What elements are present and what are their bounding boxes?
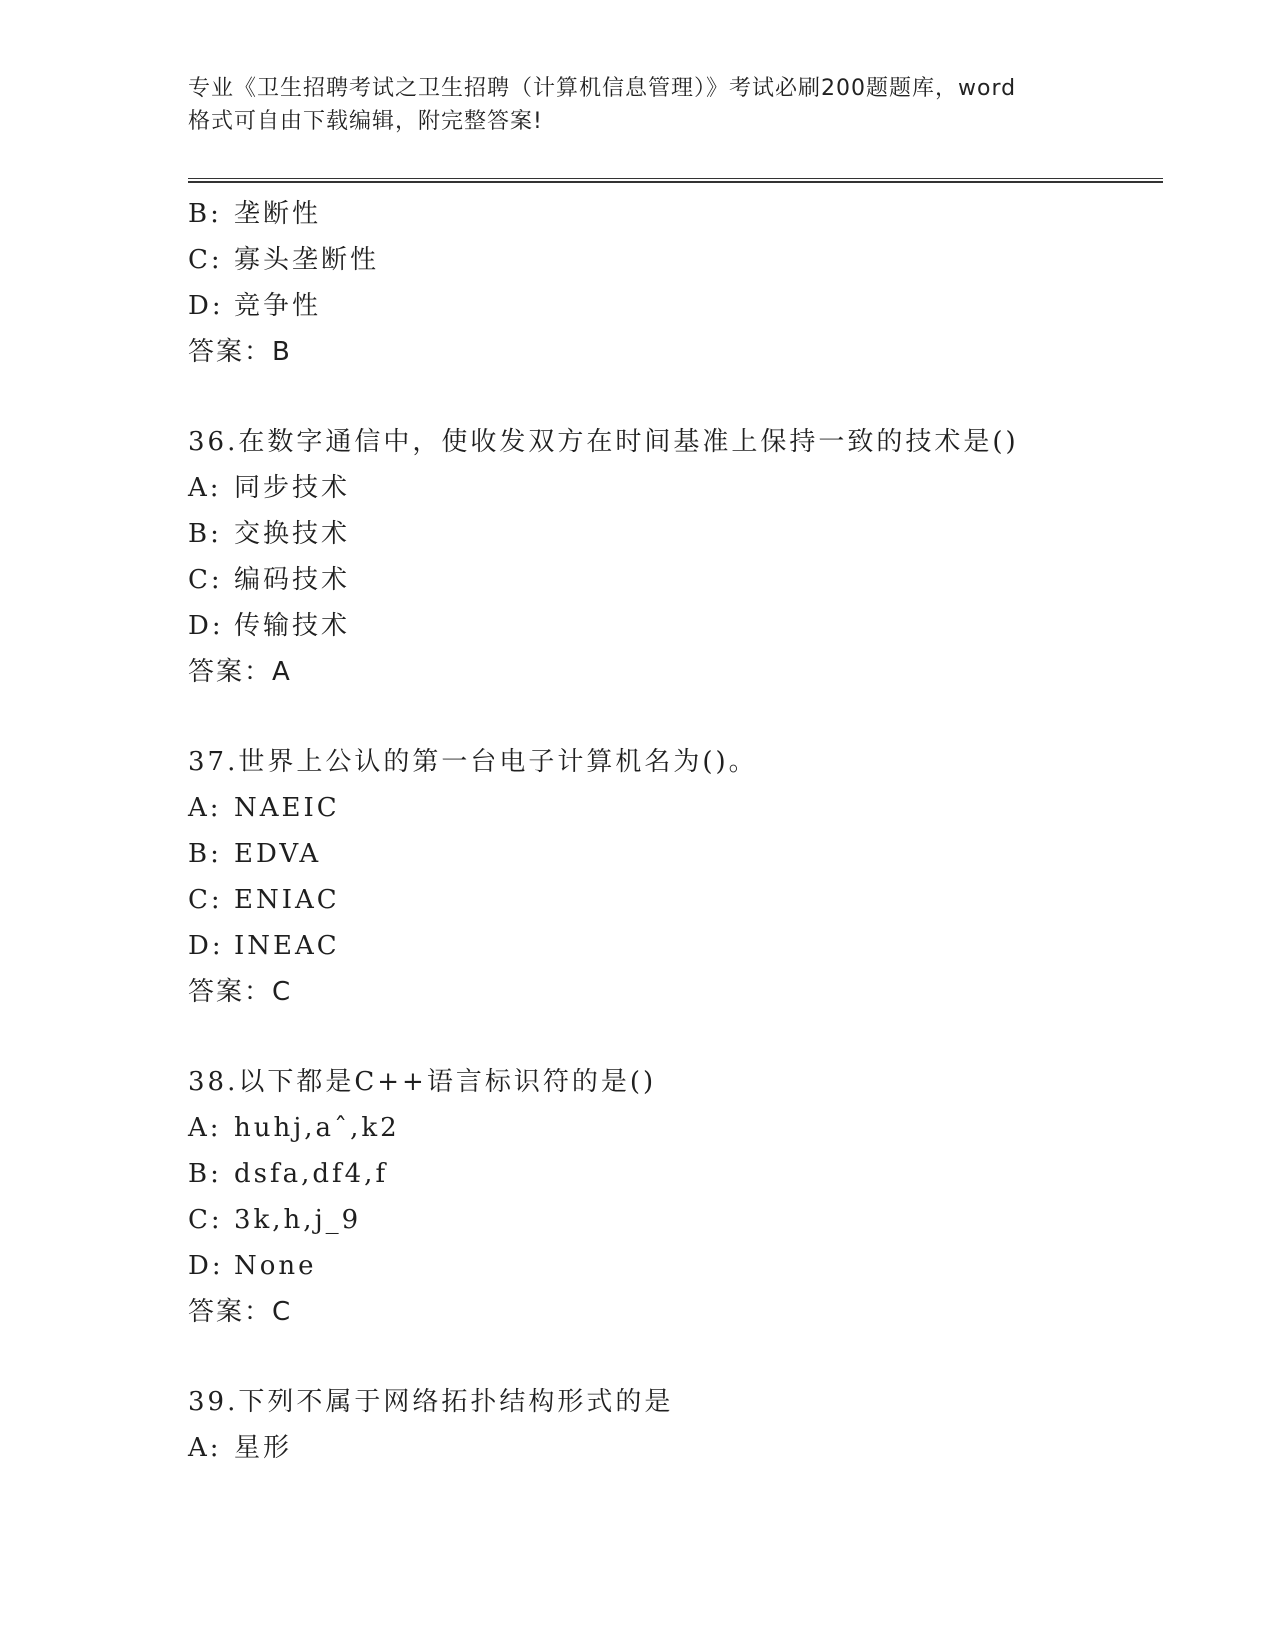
question-37 [188, 739, 1168, 1015]
option-text: huhj,aˆ,k2 [234, 1113, 400, 1143]
document-body [188, 191, 1168, 1471]
option-text: ENIAC [234, 885, 340, 915]
question-36 [188, 419, 1168, 695]
option-key: B: [188, 199, 222, 229]
option-d [188, 1243, 1168, 1289]
option-key: D: [188, 931, 224, 961]
option-c [188, 237, 1168, 283]
option-key: D: [188, 1251, 224, 1281]
answer-line: 答案：B [188, 337, 292, 367]
option-key: C: [188, 1205, 223, 1235]
option-b [188, 831, 1168, 877]
option-text: 交换技术 [234, 519, 351, 549]
option-c [188, 877, 1168, 923]
option-key: A: [188, 1433, 222, 1463]
option-text: EDVA [234, 839, 322, 869]
option-a [188, 465, 1168, 511]
spacer [188, 375, 1168, 419]
option-text: 寡头垄断性 [234, 245, 380, 275]
header-line-2: 格式可自由下载编辑，附完整答案! [188, 109, 543, 134]
question-title: 39.下列不属于网络拓扑结构形式的是 [188, 1387, 674, 1417]
option-key: B: [188, 1159, 222, 1189]
option-text: 竞争性 [234, 291, 322, 321]
answer-line: 答案：A [188, 657, 292, 687]
option-key: C: [188, 885, 223, 915]
question-39 [188, 1379, 1168, 1471]
option-d [188, 923, 1168, 969]
option-b [188, 511, 1168, 557]
option-text: 编码技术 [234, 565, 351, 595]
option-text: 传输技术 [234, 611, 351, 641]
option-key: D: [188, 291, 224, 321]
option-a [188, 1105, 1168, 1151]
option-text: INEAC [234, 931, 340, 961]
option-c [188, 1197, 1168, 1243]
question-title: 37.世界上公认的第一台电子计算机名为()。 [188, 747, 758, 777]
answer-line: 答案：C [188, 977, 293, 1007]
option-key: B: [188, 519, 222, 549]
option-text: dsfa,df4,f [234, 1159, 389, 1189]
option-text: 垄断性 [234, 199, 322, 229]
option-key: A: [188, 793, 222, 823]
spacer [188, 1015, 1168, 1059]
question-38 [188, 1059, 1168, 1335]
question-35-continued [188, 191, 1168, 375]
option-key: C: [188, 565, 223, 595]
header-divider [188, 178, 1163, 183]
option-text: NAEIC [234, 793, 340, 823]
option-text: 同步技术 [234, 473, 351, 503]
option-c [188, 557, 1168, 603]
answer-line: 答案：C [188, 1297, 293, 1327]
option-text: 星形 [234, 1433, 293, 1463]
option-key: A: [188, 1113, 222, 1143]
header-line-1: 专业《卫生招聘考试之卫生招聘（计算机信息管理）》考试必刷200题题库，word [188, 76, 1017, 101]
option-key: D: [188, 611, 224, 641]
option-b [188, 1151, 1168, 1197]
option-a [188, 1425, 1168, 1471]
option-key: A: [188, 473, 222, 503]
document-header [188, 72, 1088, 138]
spacer [188, 1335, 1168, 1379]
option-b [188, 191, 1168, 237]
option-text: 3k,h,j_9 [234, 1205, 362, 1235]
option-a [188, 785, 1168, 831]
option-key: B: [188, 839, 222, 869]
option-d [188, 283, 1168, 329]
question-title: 36.在数字通信中，使收发双方在时间基准上保持一致的技术是() [188, 427, 1019, 457]
option-key: C: [188, 245, 223, 275]
question-title: 38.以下都是C++语言标识符的是() [188, 1067, 657, 1097]
option-text: None [234, 1251, 317, 1281]
option-d [188, 603, 1168, 649]
spacer [188, 695, 1168, 739]
